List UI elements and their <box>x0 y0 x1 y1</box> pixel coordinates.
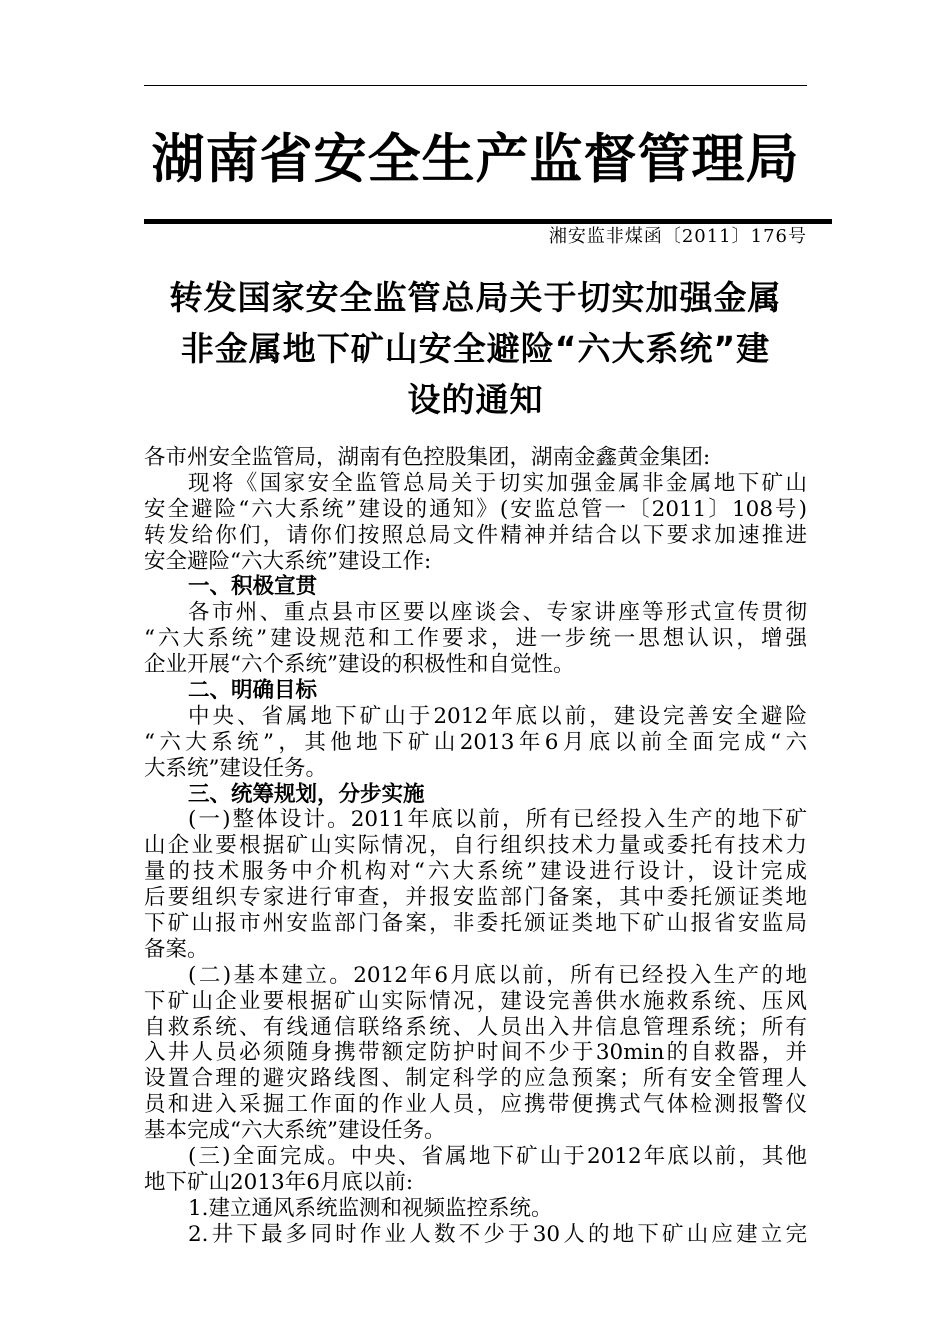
red-header-rule <box>144 219 832 224</box>
title-line: 非金属地下矿山安全避险“六大系统”建 <box>180 329 771 368</box>
body-line: 量的技术服务中介机构对“六大系统”建设进行设计，设计完成 <box>144 859 807 885</box>
top-rule <box>144 85 807 86</box>
body-line: 山企业要根据矿山实际情况，自行组织技术力量或委托有技术力 <box>144 833 807 859</box>
body-line: 员和进入采掘工作面的作业人员，应携带便携式气体检测报警仪 <box>144 1092 807 1118</box>
document-title <box>144 272 807 425</box>
body-line: 企业开展“六个系统”建设的积极性和自觉性。 <box>144 652 575 678</box>
body-line: “六大系统”，其他地下矿山2013年6月底以前全面完成“六 <box>144 729 807 755</box>
section-heading: 三、统筹规划，分步实施 <box>188 781 425 807</box>
body-line: 基本完成“六大系统”建设任务。 <box>144 1118 446 1144</box>
body-line: 2.井下最多同时作业人数不少于30人的地下矿山应建立完 <box>188 1221 807 1247</box>
body-line: 后要组织专家进行审查，并报安监部门备案，其中委托颁证类地 <box>144 885 807 911</box>
body-line: “六大系统”建设规范和工作要求，进一步统一思想认识，增强 <box>144 626 807 652</box>
body-line: 下矿山报市州安监部门备案，非委托颁证类地下矿山报省安监局 <box>144 911 807 937</box>
body-line: 各市州、重点县市区要以座谈会、专家讲座等形式宣传贯彻 <box>188 600 807 626</box>
body-line: 安全避险“六大系统”建设工作: <box>144 548 432 574</box>
organization-title: 湖南省安全生产监督管理局 <box>151 129 800 190</box>
document-body <box>144 445 807 1248</box>
body-line: (三)全面完成。中央、省属地下矿山于2012年底以前，其他 <box>188 1144 807 1170</box>
body-line: 入井人员必须随身携带额定防护时间不少于30min的自救器，并 <box>144 1040 807 1066</box>
document-number: 湘安监非煤函〔2011〕176号 <box>548 226 807 247</box>
body-line: 现将《国家安全监管总局关于切实加强金属非金属地下矿山 <box>188 470 807 496</box>
section-heading: 一、积极宣贯 <box>188 574 318 600</box>
body-line: (二)基本建立。2012年6月底以前，所有已经投入生产的地 <box>188 962 807 988</box>
body-line: 设置合理的避灾路线图、制定科学的应急预案；所有安全管理人 <box>144 1066 807 1092</box>
body-line: 下矿山企业要根据矿山实际情况，建设完善供水施救系统、压风 <box>144 988 807 1014</box>
body-line: 中央、省属地下矿山于2012年底以前，建设完善安全避险 <box>188 703 807 729</box>
title-line: 设的通知 <box>407 380 544 419</box>
title-line: 转发国家安全监管总局关于切实加强金属 <box>169 278 782 317</box>
body-line: 1.建立通风系统监测和视频监控系统。 <box>188 1195 553 1221</box>
body-line: 安全避险“六大系统”建设的通知》(安监总管一〔2011〕108号) <box>144 496 807 522</box>
body-line: 地下矿山2013年6月底以前: <box>144 1169 414 1195</box>
body-line: 各市州安全监管局，湖南有色控股集团，湖南金鑫黄金集团: <box>144 445 711 470</box>
body-line: 自救系统、有线通信联络系统、人员出入井信息管理系统；所有 <box>144 1014 807 1040</box>
body-line: 大系统”建设任务。 <box>144 755 327 781</box>
section-heading: 二、明确目标 <box>188 678 318 704</box>
body-line: 备案。 <box>144 936 209 962</box>
body-line: (一)整体设计。2011年底以前，所有已经投入生产的地下矿 <box>188 807 807 833</box>
body-line: 转发给你们，请你们按照总局文件精神并结合以下要求加速推进 <box>144 522 807 548</box>
